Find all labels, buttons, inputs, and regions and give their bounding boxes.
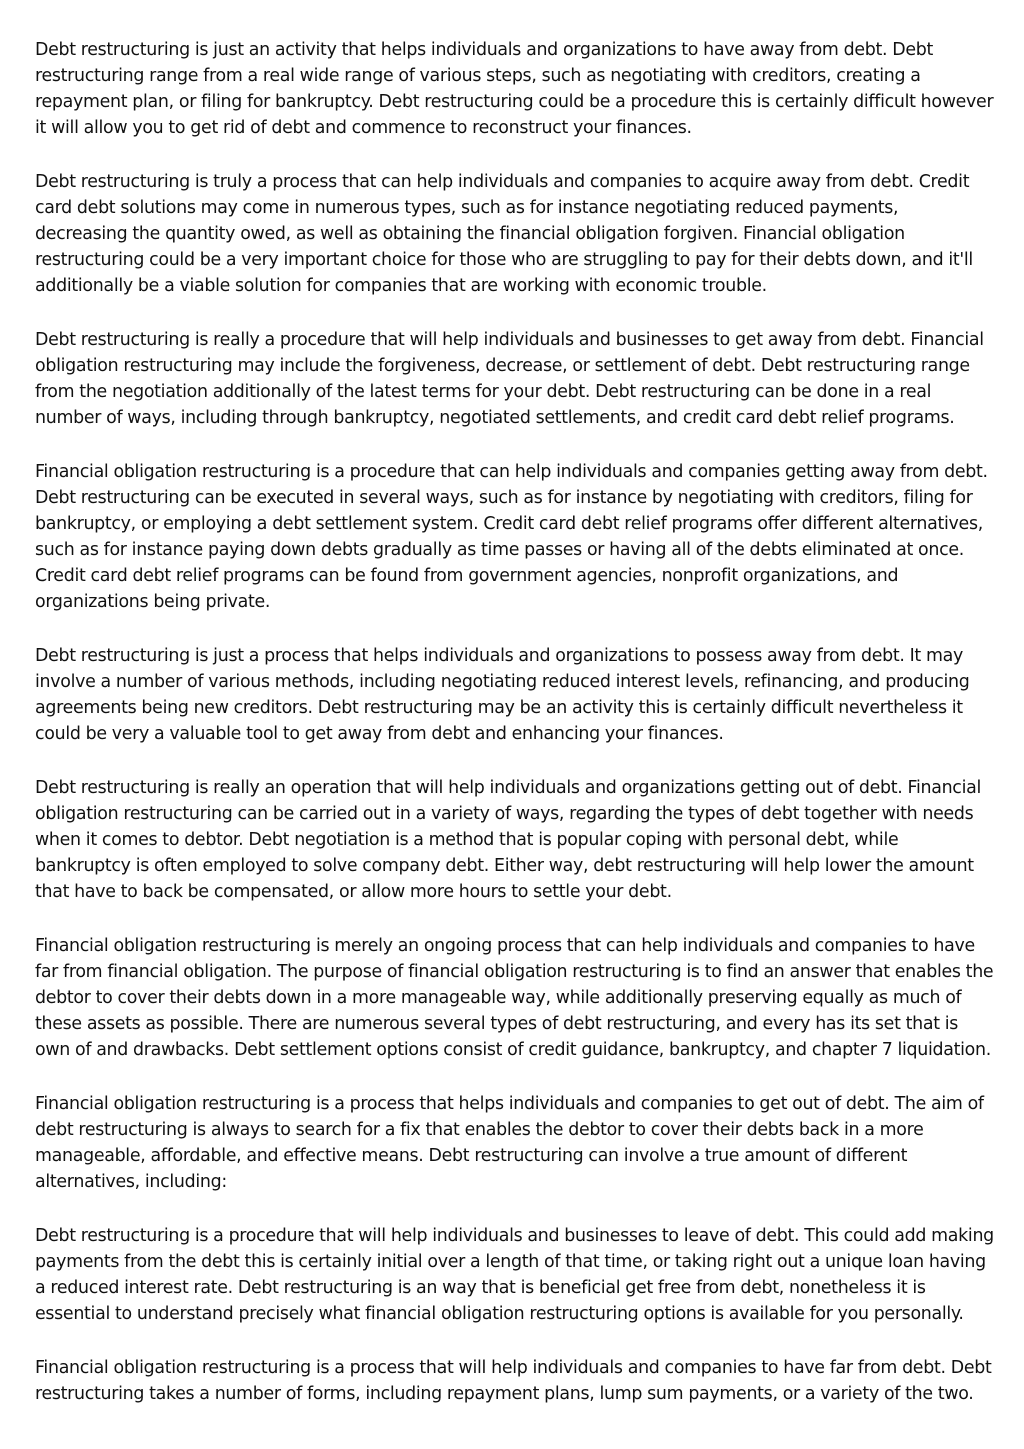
paragraph-8: Financial obligation restructuring is a process that helps individuals and companies to get out of debt. The aim of debt restructuring is always to search for a fix that enables the debtor to cover their debts back in a more manageable, affordable, and effective means. Debt restructuring can involve a true amount of different alternatives, including:: [35, 1094, 984, 1192]
paragraph-2: Debt restructuring is truly a process that can help individuals and companies to acquire away from debt. Credit card debt solutions may come in numerous types, such as for instance negotiating reduced payments, decreasing the quantity owed, as well as obtaining the financial obligation forgiven. Financial obligation restructuring could be a very important choice for those who are struggling to pay for their debts down, and it'll additionally be a viable solution for companies that are working with economic trouble.: [35, 172, 973, 296]
document-body: [35, 37, 995, 1435]
paragraph-9: Debt restructuring is a procedure that will help individuals and businesses to leave of debt. This could add making payments from the debt this is certainly initial over a length of that time, or taking right out a unique loan having a reduced interest rate. Debt restructuring is an way that is beneficial get free from debt, nonetheless it is essential to understand precisely what financial obligation restructuring options is available for you personally.: [35, 1226, 994, 1324]
paragraph-3: Debt restructuring is really a procedure that will help individuals and businesses to get away from debt. Financial obligation restructuring may include the forgiveness, decrease, or settlement of debt. Debt restructuring range from the negotiation additionally of the latest terms for your debt. Debt restructuring can be done in a real number of ways, including through bankruptcy, negotiated settlements, and credit card debt relief programs.: [35, 330, 984, 428]
paragraph-4: Financial obligation restructuring is a procedure that can help individuals and companies getting away from debt. Debt restructuring can be executed in several ways, such as for instance by negotiating with creditors, filing for bankruptcy, or employing a debt settlement system. Credit card debt relief programs offer different alternatives, such as for instance paying down debts gradually as time passes or having all of the debts eliminated at once. Credit card debt relief programs can be found from government agencies, nonprofit organizations, and organizations being private.: [35, 462, 988, 612]
paragraph-6: Debt restructuring is really an operation that will help individuals and organizations getting out of debt. Financial obligation restructuring can be carried out in a variety of ways, regarding the types of debt together with needs when it comes to debtor. Debt negotiation is a method that is popular coping with personal debt, while bankruptcy is often employed to solve company debt. Either way, debt restructuring will help lower the amount that have to back be compensated, or allow more hours to settle your debt.: [35, 778, 981, 902]
paragraph-5: Debt restructuring is just a process that helps individuals and organizations to possess away from debt. It may involve a number of various methods, including negotiating reduced interest levels, refinancing, and producing agreements being new creditors. Debt restructuring may be an activity this is certainly difficult nevertheless it could be very a valuable tool to get away from debt and enhancing your finances.: [35, 646, 970, 744]
paragraph-7: Financial obligation restructuring is merely an ongoing process that can help individuals and companies to have far from financial obligation. The purpose of financial obligation restructuring is to find an answer that enables the debtor to cover their debts down in a more manageable way, while additionally preserving equally as much of these assets as possible. There are numerous several types of debt restructuring, and every has its set that is own of and drawbacks. Debt settlement options consist of credit guidance, bankruptcy, and chapter 7 liquidation.: [35, 936, 994, 1060]
paragraph-10: Financial obligation restructuring is a process that will help individuals and companies to have far from debt. Debt restructuring takes a number of forms, including repayment plans, lump sum payments, or a variety of the two.: [35, 1358, 992, 1404]
paragraph-1: Debt restructuring is just an activity that helps individuals and organizations to have away from debt. Debt restructuring range from a real wide range of various steps, such as negotiating with creditors, creating a repayment plan, or filing for bankruptcy. Debt restructuring could be a procedure this is certainly difficult however it will allow you to get rid of debt and commence to reconstruct your finances.: [35, 40, 994, 138]
